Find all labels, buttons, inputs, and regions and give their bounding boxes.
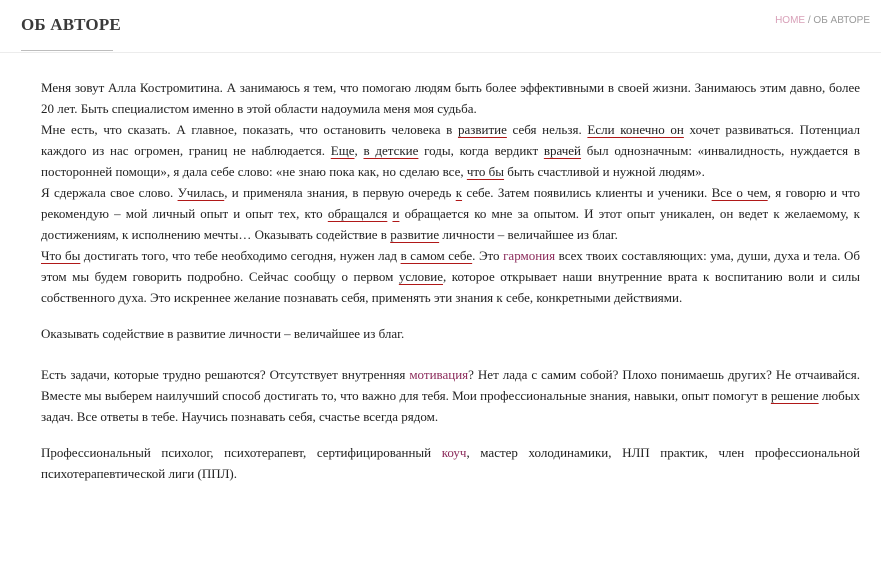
paragraph-4: Что бы достигать того, что тебе необходимо сегодня, нужен лад в самом себе. Это гармония всех твоих составляющих: ума, души, духа и тела. Об этом мы будем говорить подробно. Сейчас сообщу о первом условие, которое открывает наши внутренние врата к воспитанию воли и силы собственного духа. Это искреннее желание познавать себя, применять эти знания к себе, конкретными действиями. — [41, 248, 860, 305]
paragraph-6: Есть задачи, которые трудно решаются? Отсутствует внутренняя мотивация? Нет лада с самим собой? Плохо понимаешь других? Не отчаивайся. Вместе мы выберем наилучший способ достигать то, что важно для тебя. Мои профессиональные знания, навыки, опыт помогут в решение любых задач. Все ответы в тебе. Научись познавать себя, счастье всегда рядом. — [41, 367, 860, 424]
paragraph-intro: Меня зовут Алла Костромитина. А занимаюсь я тем, что помогаю людям быть более эффективными в своей жизни. Занимаюсь этим давно, более 20 лет. Быть специалистом именно в этой области надоумила меня моя судьба. — [41, 80, 860, 116]
misspelling-underline: в самом себе — [400, 248, 473, 263]
misspelling-underline: врачей — [543, 143, 582, 158]
misspelling-underline: развитие — [457, 122, 507, 137]
page-header — [0, 0, 881, 53]
misspelling-underline: Все о чем — [711, 185, 768, 200]
page-title: ОБ АВТОРЕ — [21, 15, 121, 34]
misspelling-underline: развитие — [390, 227, 440, 242]
misspelling-underline: к — [455, 185, 463, 200]
link-harmony[interactable]: гармония — [503, 248, 556, 263]
title-underline — [21, 50, 113, 51]
paragraph-3: Я сдержала свое слово. Училась, и применяла знания, в первую очередь к себе. Затем появились клиенты и ученики. Все о чем, я говорю и что рекомендую – мой личный опыт и опыт тех, кто обращался и обращается ко мне за опытом. И этот опыт уникален, он ведет к желаемому, к достижениям, к исполнению мечты… Оказывать содействие в развитие личности – величайшее из благ. — [41, 185, 861, 242]
breadcrumb-separator: / — [805, 15, 814, 26]
misspelling-underline: Еще — [330, 143, 355, 158]
misspelling-underline: Если конечно он — [587, 122, 684, 137]
paragraph-2: Мне есть, что сказать. А главное, показать, что остановить человека в развитие себя нельзя. Если конечно он хочет развиваться. Потенциал каждого из нас огромен, границ не наблюдается. Еще, в детские годы, когда вердикт врачей был однозначным: «инвалидность, нуждается в посторонней помощи», я дала себе слово: «не знаю пока как, но сделаю все, что бы быть счастливой и нужной людям». — [41, 122, 861, 179]
breadcrumb — [775, 15, 870, 26]
link-motivation[interactable]: мотивация — [409, 367, 469, 382]
misspelling-underline: и — [392, 206, 400, 221]
misspelling-underline: условие — [398, 269, 443, 284]
misspelling-underline: решение — [770, 388, 819, 403]
misspelling-underline: в детские — [363, 143, 419, 158]
misspelling-underline: что бы — [466, 164, 505, 179]
breadcrumb-home-link[interactable]: HOME — [775, 15, 806, 26]
paragraph-quote: Оказывать содействие в развитие личности – величайшее из благ. — [41, 326, 405, 341]
misspelling-underline: Что бы — [41, 248, 81, 263]
article-content — [41, 77, 860, 484]
misspelling-underline: Училась — [177, 185, 225, 200]
link-coach[interactable]: коуч — [441, 445, 467, 460]
breadcrumb-current: ОБ АВТОРЕ — [813, 15, 870, 26]
misspelling-underline: обращался — [327, 206, 388, 221]
paragraph-credentials: Профессиональный психолог, психотерапевт, сертифицированный коуч, мастер холодинамики, НЛП практик, член профессиональной психотерапевтической лиги (ППЛ). — [41, 445, 860, 481]
